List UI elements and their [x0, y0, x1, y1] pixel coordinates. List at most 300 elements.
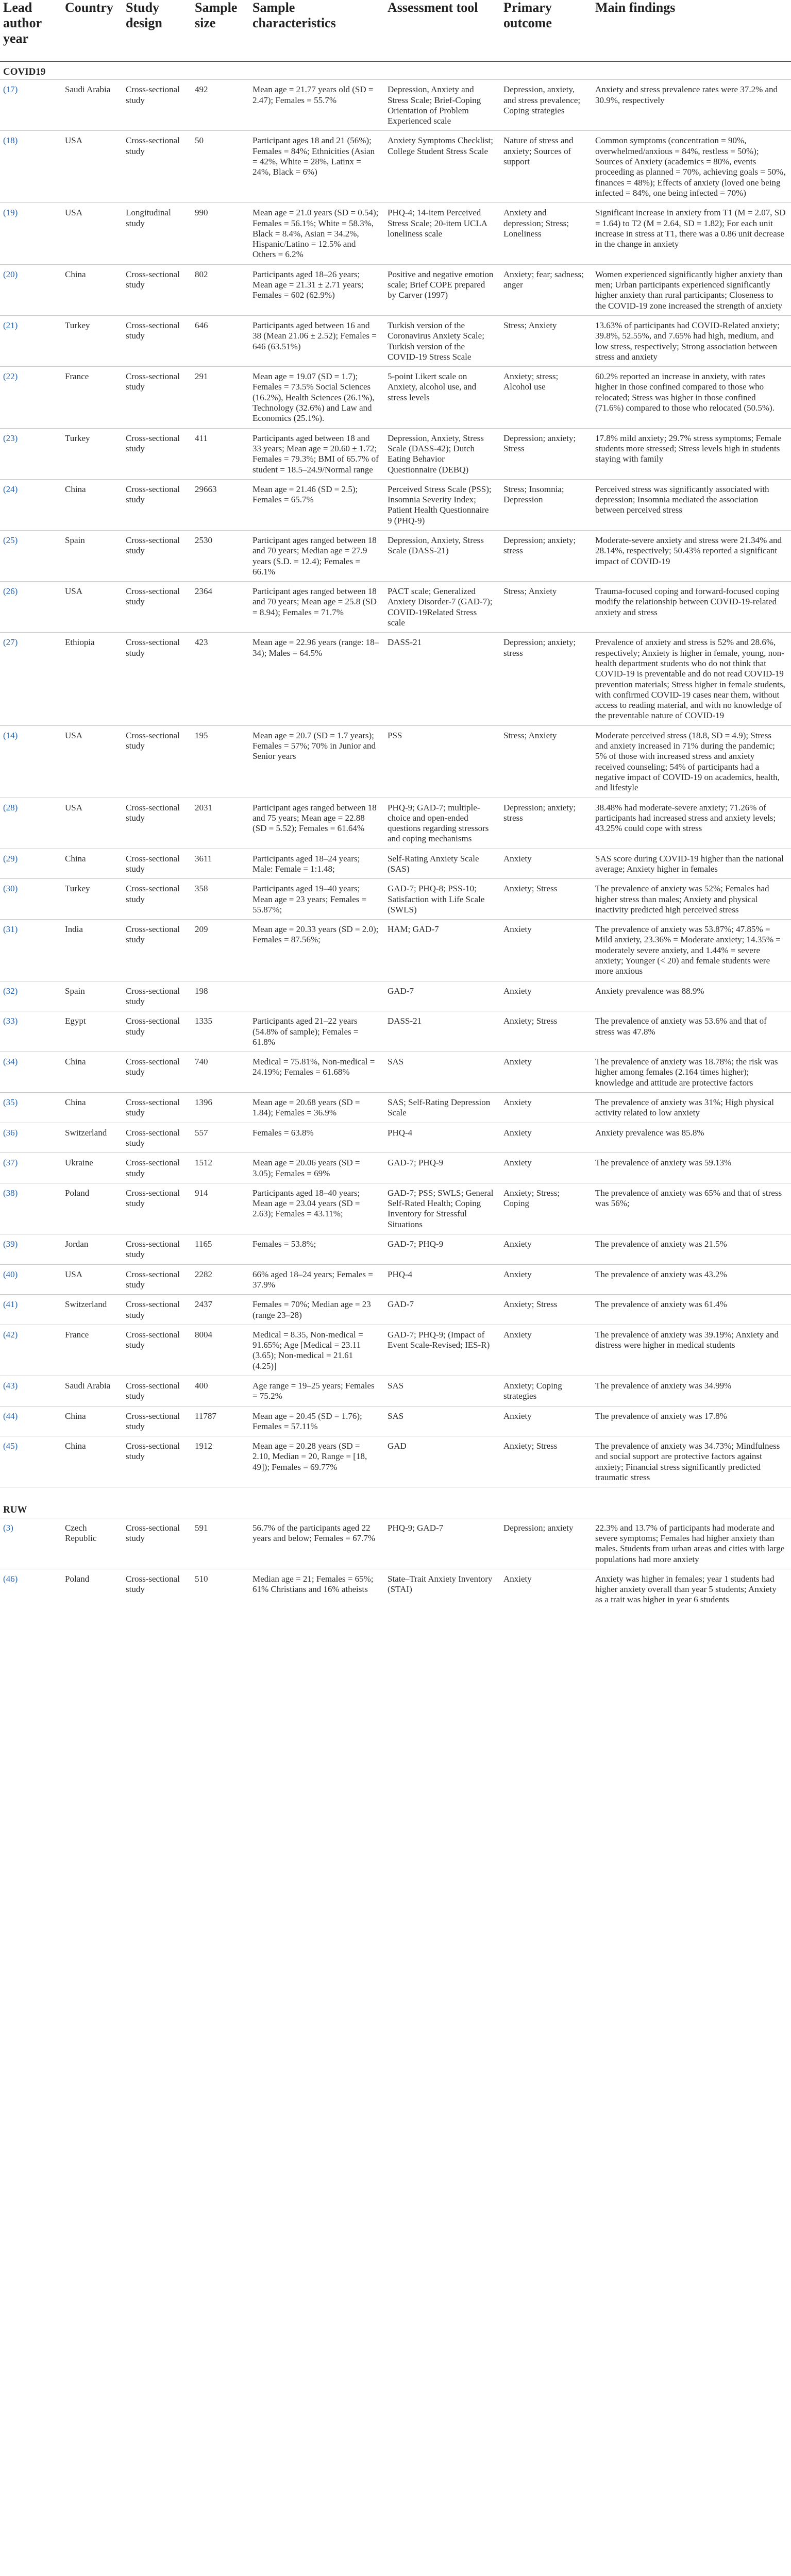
sample-characteristics-cell: Participant ages 18 and 21 (56%); Females = 84%; Ethnicities (Asian = 42%, White = 28%, Latinx = 24%, Black = 6%)	[249, 131, 384, 203]
assessment-tool-cell: Self-Rating Anxiety Scale (SAS)	[384, 849, 500, 879]
primary-outcome-cell: Stress; Anxiety	[500, 315, 592, 366]
sample-size-cell: 411	[192, 428, 249, 479]
lead-author-cell[interactable]: (37)	[0, 1153, 62, 1183]
main-findings-cell: 22.3% and 13.7% of participants had moderate and severe symptoms; Females had higher anxiety than males. Students from urban areas and cities with large populations had more anxiety	[592, 1518, 791, 1569]
lead-author-cell[interactable]: (41)	[0, 1295, 62, 1325]
table-row	[0, 1518, 791, 1569]
primary-outcome-cell: Stress; Anxiety	[500, 582, 592, 633]
primary-outcome-cell: Depression; anxiety	[500, 1518, 592, 1569]
table-row	[0, 1093, 791, 1123]
country-cell: USA	[62, 798, 123, 849]
primary-outcome-cell: Depression; anxiety; stress	[500, 530, 592, 581]
sample-size-cell: 400	[192, 1376, 249, 1406]
sample-characteristics-cell: Participants aged between 18 and 33 years; Mean age = 20.60 ± 1.72; Females = 79.3%; BMI of 65.7% of student = 18.5–24.9/Normal range	[249, 428, 384, 479]
primary-outcome-cell: Anxiety	[500, 1264, 592, 1295]
lead-author-cell[interactable]: (46)	[0, 1569, 62, 1609]
sample-size-cell: 2530	[192, 530, 249, 581]
primary-outcome-cell: Stress; Anxiety	[500, 725, 592, 798]
sample-size-cell: 3611	[192, 849, 249, 879]
table-row	[0, 203, 791, 264]
study-design-cell: Cross-sectional study	[123, 582, 192, 633]
sample-size-cell: 195	[192, 725, 249, 798]
sample-characteristics-cell: Females = 63.8%	[249, 1123, 384, 1153]
study-design-cell: Cross-sectional study	[123, 1406, 192, 1436]
table-row	[0, 1183, 791, 1234]
study-design-cell: Cross-sectional study	[123, 849, 192, 879]
study-design-cell: Longitudinal study	[123, 203, 192, 264]
table-row	[0, 633, 791, 725]
primary-outcome-cell: Anxiety; Stress; Coping	[500, 1183, 592, 1234]
primary-outcome-cell: Anxiety and depression; Stress; Loneliness	[500, 203, 592, 264]
main-findings-cell: Significant increase in anxiety from T1 (M = 2.07, SD = 1.64) to T2 (M = 2.64, SD = 1.82); For each unit increase in stress at T1, there was a 0.86 unit decrease in the change in anxiety	[592, 203, 791, 264]
sample-size-cell: 1912	[192, 1436, 249, 1487]
study-design-cell: Cross-sectional study	[123, 1436, 192, 1487]
country-cell: Poland	[62, 1569, 123, 1609]
assessment-tool-cell: GAD-7	[384, 1295, 500, 1325]
sample-characteristics-cell: Participants aged 21–22 years (54.8% of sample); Females = 61.8%	[249, 1011, 384, 1052]
country-cell: Turkey	[62, 428, 123, 479]
lead-author-cell[interactable]: (31)	[0, 920, 62, 981]
sample-size-cell: 29663	[192, 479, 249, 530]
assessment-tool-cell: DASS-21	[384, 633, 500, 725]
study-design-cell: Cross-sectional study	[123, 367, 192, 428]
sample-characteristics-cell: 56.7% of the participants aged 22 years and below; Females = 67.7%	[249, 1518, 384, 1569]
sample-characteristics-cell: Mean age = 21.77 years old (SD = 2.47); Females = 55.7%	[249, 80, 384, 131]
table-row	[0, 1052, 791, 1093]
lead-author-cell[interactable]: (21)	[0, 315, 62, 366]
sample-characteristics-cell: Participant ages ranged between 18 and 75 years; Mean age = 22.88 (SD = 5.52); Females = 61.64%	[249, 798, 384, 849]
assessment-tool-cell: Anxiety Symptoms Checklist; College Student Stress Scale	[384, 131, 500, 203]
lead-author-cell[interactable]: (44)	[0, 1406, 62, 1436]
primary-outcome-cell: Anxiety; Stress	[500, 1011, 592, 1052]
lead-author-cell[interactable]: (40)	[0, 1264, 62, 1295]
main-findings-cell: The prevalence of anxiety was 53.87%; 47.85% = Mild anxiety, 23.36% = Moderate anxiety; 14.35% = moderately severe anxiety, and 1.44% = severe anxiety; Younger (< 20) and female students were more anxious	[592, 920, 791, 981]
sample-size-cell: 1396	[192, 1093, 249, 1123]
assessment-tool-cell: Turkish version of the Coronavirus Anxiety Scale; Turkish version of the COVID-19 Stress Scale	[384, 315, 500, 366]
primary-outcome-cell: Anxiety	[500, 1123, 592, 1153]
study-design-cell: Cross-sectional study	[123, 131, 192, 203]
primary-outcome-cell: Anxiety	[500, 1093, 592, 1123]
table-row	[0, 582, 791, 633]
main-findings-cell: Anxiety and stress prevalence rates were 37.2% and 30.9%, respectively	[592, 80, 791, 131]
main-findings-cell: The prevalence of anxiety was 59.13%	[592, 1153, 791, 1183]
sample-characteristics-cell: Median age = 21; Females = 65%; 61% Christians and 16% atheists	[249, 1569, 384, 1609]
assessment-tool-cell: GAD-7	[384, 981, 500, 1011]
assessment-tool-cell: PHQ-9; GAD-7; multiple-choice and open-ended questions regarding stressors and coping mechanisms	[384, 798, 500, 849]
sample-characteristics-cell	[249, 981, 384, 1011]
country-cell: Ukraine	[62, 1153, 123, 1183]
table-row	[0, 1376, 791, 1406]
primary-outcome-cell: Anxiety; Stress	[500, 1295, 592, 1325]
country-cell: France	[62, 1325, 123, 1376]
lead-author-cell[interactable]: (20)	[0, 264, 62, 315]
assessment-tool-cell: PHQ-4; 14-item Perceived Stress Scale; 20-item UCLA loneliness scale	[384, 203, 500, 264]
lead-author-cell[interactable]: (14)	[0, 725, 62, 798]
assessment-tool-cell: PSS	[384, 725, 500, 798]
country-cell: Czech Republic	[62, 1518, 123, 1569]
table-row	[0, 1569, 791, 1609]
table-row	[0, 315, 791, 366]
main-findings-cell: The prevalence of anxiety was 43.2%	[592, 1264, 791, 1295]
primary-outcome-cell: Anxiety	[500, 920, 592, 981]
sample-size-cell: 2437	[192, 1295, 249, 1325]
main-findings-cell: Anxiety prevalence was 85.8%	[592, 1123, 791, 1153]
table-row	[0, 1406, 791, 1436]
sample-characteristics-cell: Mean age = 19.07 (SD = 1.7); Females = 73.5% Social Sciences (16.2%), Health Sciences (26.1%), Technology (32.6%) and Law and Economics (25.1%).	[249, 367, 384, 428]
table-row	[0, 981, 791, 1011]
sample-size-cell: 358	[192, 879, 249, 920]
sample-characteristics-cell: Participants aged 18–40 years; Mean age = 23.04 years (SD = 2.63); Females = 43.11%;	[249, 1183, 384, 1234]
study-design-cell: Cross-sectional study	[123, 1153, 192, 1183]
lead-author-cell[interactable]: (36)	[0, 1123, 62, 1153]
assessment-tool-cell: SAS	[384, 1376, 500, 1406]
primary-outcome-cell: Depression; anxiety; Stress	[500, 428, 592, 479]
table-row	[0, 264, 791, 315]
sample-size-cell: 2031	[192, 798, 249, 849]
lead-author-cell[interactable]: (23)	[0, 428, 62, 479]
header-primary-outcome: Primary outcome	[500, 0, 592, 61]
lead-author-cell[interactable]: (42)	[0, 1325, 62, 1376]
main-findings-cell: 17.8% mild anxiety; 29.7% stress symptoms; Female students more stressed; Stress levels high in students staying with family	[592, 428, 791, 479]
sample-characteristics-cell: Participants aged 18–26 years; Mean age = 21.31 ± 2.71 years; Females = 602 (62.9%)	[249, 264, 384, 315]
country-cell: China	[62, 849, 123, 879]
sample-characteristics-cell: Participants aged 19–40 years; Mean age = 23 years; Females = 55.87%;	[249, 879, 384, 920]
lead-author-cell[interactable]: (24)	[0, 479, 62, 530]
sample-size-cell: 646	[192, 315, 249, 366]
main-findings-cell: SAS score during COVID-19 higher than the national average; Anxiety higher in females	[592, 849, 791, 879]
assessment-tool-cell: GAD-7; PHQ-8; PSS-10; Satisfaction with Life Scale (SWLS)	[384, 879, 500, 920]
primary-outcome-cell: Anxiety; stress; Alcohol use	[500, 367, 592, 428]
assessment-tool-cell: Depression, Anxiety, Stress Scale (DASS-42); Dutch Eating Behavior Questionnaire (DEBQ)	[384, 428, 500, 479]
country-cell: Ethiopia	[62, 633, 123, 725]
study-design-cell: Cross-sectional study	[123, 633, 192, 725]
assessment-tool-cell: 5-point Likert scale on Anxiety, alcohol use, and stress levels	[384, 367, 500, 428]
sample-size-cell: 557	[192, 1123, 249, 1153]
main-findings-cell: Trauma-focused coping and forward-focused coping modify the relationship between COVID-19-related anxiety and stress	[592, 582, 791, 633]
study-design-cell: Cross-sectional study	[123, 1093, 192, 1123]
sample-characteristics-cell: Mean age = 20.68 years (SD = 1.84); Females = 36.9%	[249, 1093, 384, 1123]
assessment-tool-cell: DASS-21	[384, 1011, 500, 1052]
main-findings-cell: The prevalence of anxiety was 39.19%; Anxiety and distress were higher in medical students	[592, 1325, 791, 1376]
sample-characteristics-cell: Participant ages ranged between 18 and 70 years; Median age = 27.9 years (S.D. = 12.4); Females = 66.1%	[249, 530, 384, 581]
country-cell: USA	[62, 131, 123, 203]
table-row	[0, 1234, 791, 1265]
main-findings-cell: 60.2% reported an increase in anxiety, with rates higher in those confined compared to those who relocated; Stress was higher in those confined (71.6%) compared to those who relocated (50.5%).	[592, 367, 791, 428]
sample-size-cell: 1512	[192, 1153, 249, 1183]
country-cell: China	[62, 1052, 123, 1093]
sample-characteristics-cell: Medical = 8.35, Non-medical = 91.65%; Age [Medical = 23.11 (3.65); Non-medical = 21.61 (4.25)]	[249, 1325, 384, 1376]
main-findings-cell: Moderate-severe anxiety and stress were 21.34% and 28.14%, respectively; 50.43% reported a significant impact of COVID-19	[592, 530, 791, 581]
country-cell: Spain	[62, 530, 123, 581]
sample-characteristics-cell: Participant ages ranged between 18 and 70 years; Mean age = 25.8 (SD = 8.94); Females = 71.7%	[249, 582, 384, 633]
sample-characteristics-cell: Age range = 19–25 years; Females = 75.2%	[249, 1376, 384, 1406]
study-design-cell: Cross-sectional study	[123, 530, 192, 581]
lead-author-cell[interactable]: (45)	[0, 1436, 62, 1487]
sample-size-cell: 740	[192, 1052, 249, 1093]
country-cell: Turkey	[62, 315, 123, 366]
lead-author-cell[interactable]: (33)	[0, 1011, 62, 1052]
main-findings-cell: Prevalence of anxiety and stress is 52% and 28.6%, respectively; Anxiety is higher in female, young, non-health department students who do not think that COVID-19 is preventable and do not read COVID-19 prevention materials; Stress higher in female students, with confirmed COVID-19 cases near them, without access to reading material, and with no knowledge of the preventable nature of COVID-19	[592, 633, 791, 725]
lead-author-cell[interactable]: (18)	[0, 131, 62, 203]
primary-outcome-cell: Depression, anxiety, and stress prevalence; Coping strategies	[500, 80, 592, 131]
sample-characteristics-cell: Participants aged between 16 and 38 (Mean 21.06 ± 2.52); Females = 646 (63.51%)	[249, 315, 384, 366]
study-design-cell: Cross-sectional study	[123, 798, 192, 849]
assessment-tool-cell: PHQ-4	[384, 1123, 500, 1153]
lead-author-cell[interactable]: (17)	[0, 80, 62, 131]
study-design-cell: Cross-sectional study	[123, 1295, 192, 1325]
study-design-cell: Cross-sectional study	[123, 879, 192, 920]
country-cell: Switzerland	[62, 1123, 123, 1153]
country-cell: Saudi Arabia	[62, 80, 123, 131]
country-cell: China	[62, 1436, 123, 1487]
primary-outcome-cell: Anxiety	[500, 1234, 592, 1265]
table-row	[0, 1123, 791, 1153]
header-assessment-tool: Assessment tool	[384, 0, 500, 61]
table-row	[0, 479, 791, 530]
sample-size-cell: 914	[192, 1183, 249, 1234]
primary-outcome-cell: Anxiety; fear; sadness; anger	[500, 264, 592, 315]
sample-characteristics-cell: Participants aged 18–24 years; Male: Female = 1:1.48;	[249, 849, 384, 879]
study-design-cell: Cross-sectional study	[123, 80, 192, 131]
sample-size-cell: 198	[192, 981, 249, 1011]
country-cell: China	[62, 264, 123, 315]
primary-outcome-cell: Nature of stress and anxiety; Sources of support	[500, 131, 592, 203]
assessment-tool-cell: GAD-7; PHQ-9	[384, 1234, 500, 1265]
table-row	[0, 1295, 791, 1325]
country-cell: China	[62, 1406, 123, 1436]
header-lead-author: Lead author year	[0, 0, 62, 61]
main-findings-cell: The prevalence of anxiety was 61.4%	[592, 1295, 791, 1325]
lead-author-cell[interactable]: (38)	[0, 1183, 62, 1234]
main-findings-cell: The prevalence of anxiety was 34.99%	[592, 1376, 791, 1406]
main-findings-cell: Common symptoms (concentration = 90%, overwhelmed/anxious = 84%, restless = 50%); Sources of Anxiety (academics = 80%, events proceeding as planned = 70%, achieving goals = 50%, finances = 48%); Effects of anxiety (loved one being infected = 84%, one being infected = 70%)	[592, 131, 791, 203]
sample-characteristics-cell: Females = 70%; Median age = 23 (range 23–28)	[249, 1295, 384, 1325]
study-design-cell: Cross-sectional study	[123, 315, 192, 366]
country-cell: USA	[62, 1264, 123, 1295]
sample-size-cell: 1335	[192, 1011, 249, 1052]
lead-author-cell[interactable]: (19)	[0, 203, 62, 264]
table-row	[0, 879, 791, 920]
sample-size-cell: 492	[192, 80, 249, 131]
primary-outcome-cell: Anxiety; Stress	[500, 879, 592, 920]
sample-size-cell: 11787	[192, 1406, 249, 1436]
table-row	[0, 530, 791, 581]
table-row	[0, 1153, 791, 1183]
sample-size-cell: 802	[192, 264, 249, 315]
table-row	[0, 1264, 791, 1295]
sample-size-cell: 990	[192, 203, 249, 264]
assessment-tool-cell: PHQ-9; GAD-7	[384, 1518, 500, 1569]
main-findings-cell: The prevalence of anxiety was 52%; Females had higher stress than males; Anxiety and physical inactivity predicted high perceived stress	[592, 879, 791, 920]
assessment-tool-cell: Perceived Stress Scale (PSS); Insomnia Severity Index; Patient Health Questionnaire 9 (PHQ-9)	[384, 479, 500, 530]
sample-characteristics-cell: Females = 53.8%;	[249, 1234, 384, 1265]
primary-outcome-cell: Anxiety	[500, 1052, 592, 1093]
table-row	[0, 131, 791, 203]
study-design-cell: Cross-sectional study	[123, 1123, 192, 1153]
table-row	[0, 1011, 791, 1052]
primary-outcome-cell: Stress; Insomnia; Depression	[500, 479, 592, 530]
lead-author-cell[interactable]: (39)	[0, 1234, 62, 1265]
assessment-tool-cell: State–Trait Anxiety Inventory (STAI)	[384, 1569, 500, 1609]
primary-outcome-cell: Depression; anxiety; stress	[500, 798, 592, 849]
country-cell: Spain	[62, 981, 123, 1011]
section-row	[0, 61, 791, 80]
section-row	[0, 1487, 791, 1518]
study-design-cell: Cross-sectional study	[123, 479, 192, 530]
lead-author-cell[interactable]: (26)	[0, 582, 62, 633]
header-main-findings: Main findings	[592, 0, 791, 61]
main-findings-cell: The prevalence of anxiety was 18.78%; the risk was higher among females (2.164 times higher); knowledge and attitude are protective factors	[592, 1052, 791, 1093]
header-sample-size: Sample size	[192, 0, 249, 61]
lead-author-cell[interactable]: (3)	[0, 1518, 62, 1569]
table-row	[0, 1325, 791, 1376]
assessment-tool-cell: Positive and negative emotion scale; Brief COPE prepared by Carver (1997)	[384, 264, 500, 315]
primary-outcome-cell: Anxiety	[500, 849, 592, 879]
country-cell: India	[62, 920, 123, 981]
sample-size-cell: 2364	[192, 582, 249, 633]
country-cell: France	[62, 367, 123, 428]
lead-author-cell[interactable]: (22)	[0, 367, 62, 428]
country-cell: Egypt	[62, 1011, 123, 1052]
lead-author-cell[interactable]: (29)	[0, 849, 62, 879]
sample-size-cell: 291	[192, 367, 249, 428]
country-cell: China	[62, 1093, 123, 1123]
assessment-tool-cell: GAD-7; PSS; SWLS; General Self-Rated Health; Coping Inventory for Stressful Situations	[384, 1183, 500, 1234]
table-row	[0, 428, 791, 479]
sample-characteristics-cell: 66% aged 18–24 years; Females = 37.9%	[249, 1264, 384, 1295]
primary-outcome-cell: Anxiety	[500, 1569, 592, 1609]
sample-size-cell: 423	[192, 633, 249, 725]
country-cell: USA	[62, 725, 123, 798]
main-findings-cell: The prevalence of anxiety was 21.5%	[592, 1234, 791, 1265]
header-sample-characteristics: Sample characteristics	[249, 0, 384, 61]
lead-author-cell[interactable]: (25)	[0, 530, 62, 581]
assessment-tool-cell: GAD-7; PHQ-9	[384, 1153, 500, 1183]
table-row	[0, 920, 791, 981]
sample-characteristics-cell: Mean age = 20.28 years (SD = 2.10, Median = 20, Range = [18, 49]); Females = 69.77%	[249, 1436, 384, 1487]
study-design-cell: Cross-sectional study	[123, 1011, 192, 1052]
study-design-cell: Cross-sectional study	[123, 981, 192, 1011]
sample-characteristics-cell: Mean age = 21.46 (SD = 2.5); Females = 65.7%	[249, 479, 384, 530]
sample-characteristics-cell: Mean age = 20.7 (SD = 1.7 years); Females = 57%; 70% in Junior and Senior years	[249, 725, 384, 798]
study-design-cell: Cross-sectional study	[123, 1325, 192, 1376]
table-row	[0, 1436, 791, 1487]
lead-author-cell[interactable]: (30)	[0, 879, 62, 920]
assessment-tool-cell: SAS	[384, 1406, 500, 1436]
main-findings-cell: Moderate perceived stress (18.8, SD = 4.9); Stress and anxiety increased in 71% during the pandemic; 5% of those with increased stress and anxiety received counseling; 54% of participants had a negative impact of COVID-19 on academics, health, and lifestyle	[592, 725, 791, 798]
table-row	[0, 367, 791, 428]
country-cell: Switzerland	[62, 1295, 123, 1325]
sample-characteristics-cell: Mean age = 20.33 years (SD = 2.0); Females = 87.56%;	[249, 920, 384, 981]
section-title: COVID19	[3, 66, 46, 77]
table-row	[0, 80, 791, 131]
country-cell: China	[62, 479, 123, 530]
country-cell: USA	[62, 203, 123, 264]
main-findings-cell: The prevalence of anxiety was 31%; High physical activity related to low anxiety	[592, 1093, 791, 1123]
assessment-tool-cell: GAD	[384, 1436, 500, 1487]
table-row	[0, 798, 791, 849]
primary-outcome-cell: Anxiety; Stress	[500, 1436, 592, 1487]
main-findings-cell: The prevalence of anxiety was 34.73%; Mindfulness and social support are protective factors against anxiety; Financial stress significantly predicted traumatic stress	[592, 1436, 791, 1487]
sample-size-cell: 2282	[192, 1264, 249, 1295]
sample-size-cell: 1165	[192, 1234, 249, 1265]
study-design-cell: Cross-sectional study	[123, 725, 192, 798]
sample-size-cell: 8004	[192, 1325, 249, 1376]
assessment-tool-cell: SAS; Self-Rating Depression Scale	[384, 1093, 500, 1123]
assessment-tool-cell: GAD-7; PHQ-9; (Impact of Event Scale-Revised; IES-R)	[384, 1325, 500, 1376]
study-design-cell: Cross-sectional study	[123, 1569, 192, 1609]
study-design-cell: Cross-sectional study	[123, 428, 192, 479]
sample-characteristics-cell: Mean age = 20.06 years (SD = 3.05); Females = 69%	[249, 1153, 384, 1183]
main-findings-cell: Anxiety prevalence was 88.9%	[592, 981, 791, 1011]
sample-size-cell: 591	[192, 1518, 249, 1569]
assessment-tool-cell: PACT scale; Generalized Anxiety Disorder-7 (GAD-7); COVID-19Related Stress scale	[384, 582, 500, 633]
table-row	[0, 725, 791, 798]
section-title: RUW	[0, 1487, 791, 1518]
primary-outcome-cell: Anxiety	[500, 1325, 592, 1376]
study-design-cell: Cross-sectional study	[123, 1234, 192, 1265]
main-findings-cell: 13.63% of participants had COVID-Related anxiety; 39.8%, 52.55%, and 7.65% had high, medium, and low stress, respectively; Strong association between stress and anxiety	[592, 315, 791, 366]
study-design-cell: Cross-sectional study	[123, 920, 192, 981]
country-cell: Jordan	[62, 1234, 123, 1265]
main-findings-cell: The prevalence of anxiety was 17.8%	[592, 1406, 791, 1436]
study-design-cell: Cross-sectional study	[123, 1518, 192, 1569]
study-design-cell: Cross-sectional study	[123, 1052, 192, 1093]
lead-author-cell[interactable]: (43)	[0, 1376, 62, 1406]
sample-size-cell: 50	[192, 131, 249, 203]
primary-outcome-cell: Anxiety; Coping strategies	[500, 1376, 592, 1406]
study-design-cell: Cross-sectional study	[123, 1183, 192, 1234]
main-findings-cell: Anxiety was higher in females; year 1 students had higher anxiety overall than year 5 students; Anxiety as a trait was higher in year 6 students	[592, 1569, 791, 1609]
country-cell: USA	[62, 582, 123, 633]
primary-outcome-cell: Anxiety	[500, 981, 592, 1011]
main-findings-cell: Perceived stress was significantly associated with depression; Insomnia mediated the association between perceived stress	[592, 479, 791, 530]
lead-author-cell[interactable]: (28)	[0, 798, 62, 849]
sample-characteristics-cell: Mean age = 22.96 years (range: 18–34); Males = 64.5%	[249, 633, 384, 725]
table-header	[0, 0, 791, 61]
study-design-cell: Cross-sectional study	[123, 264, 192, 315]
sample-characteristics-cell: Medical = 75.81%, Non-medical = 24.19%; Females = 61.68%	[249, 1052, 384, 1093]
lead-author-cell[interactable]: (35)	[0, 1093, 62, 1123]
assessment-tool-cell: SAS	[384, 1052, 500, 1093]
header-country: Country	[62, 0, 123, 61]
sample-size-cell: 209	[192, 920, 249, 981]
country-cell: Saudi Arabia	[62, 1376, 123, 1406]
lead-author-cell[interactable]: (32)	[0, 981, 62, 1011]
header-study-design: Study design	[123, 0, 192, 61]
primary-outcome-cell: Anxiety	[500, 1406, 592, 1436]
study-design-cell: Cross-sectional study	[123, 1376, 192, 1406]
main-findings-cell: Women experienced significantly higher anxiety than men; Urban participants experienced significantly higher anxiety than rural participants; Closeness to the COVID-19 zone increased the strength of anxiety	[592, 264, 791, 315]
assessment-tool-cell: HAM; GAD-7	[384, 920, 500, 981]
study-design-cell: Cross-sectional study	[123, 1264, 192, 1295]
country-cell: Poland	[62, 1183, 123, 1234]
main-findings-cell: The prevalence of anxiety was 53.6% and that of stress was 47.8%	[592, 1011, 791, 1052]
lead-author-cell[interactable]: (27)	[0, 633, 62, 725]
sample-characteristics-cell: Mean age = 20.45 (SD = 1.76); Females = 57.11%	[249, 1406, 384, 1436]
primary-outcome-cell: Depression; anxiety; stress	[500, 633, 592, 725]
main-findings-cell: The prevalence of anxiety was 65% and that of stress was 56%;	[592, 1183, 791, 1234]
main-findings-cell: 38.48% had moderate-severe anxiety; 71.26% of participants had increased stress and anxiety levels; 43.25% could cope with stress	[592, 798, 791, 849]
sample-size-cell: 510	[192, 1569, 249, 1609]
table-row	[0, 849, 791, 879]
primary-outcome-cell: Anxiety	[500, 1153, 592, 1183]
table-body	[0, 61, 791, 1609]
lead-author-cell[interactable]: (34)	[0, 1052, 62, 1093]
country-cell: Turkey	[62, 879, 123, 920]
sample-characteristics-cell: Mean age = 21.0 years (SD = 0.54); Females = 56.1%; White = 58.3%, Black = 8.4%, Asian = 34.2%, Hispanic/Latino = 12.5% and Others = 6.2%	[249, 203, 384, 264]
assessment-tool-cell: PHQ-4	[384, 1264, 500, 1295]
